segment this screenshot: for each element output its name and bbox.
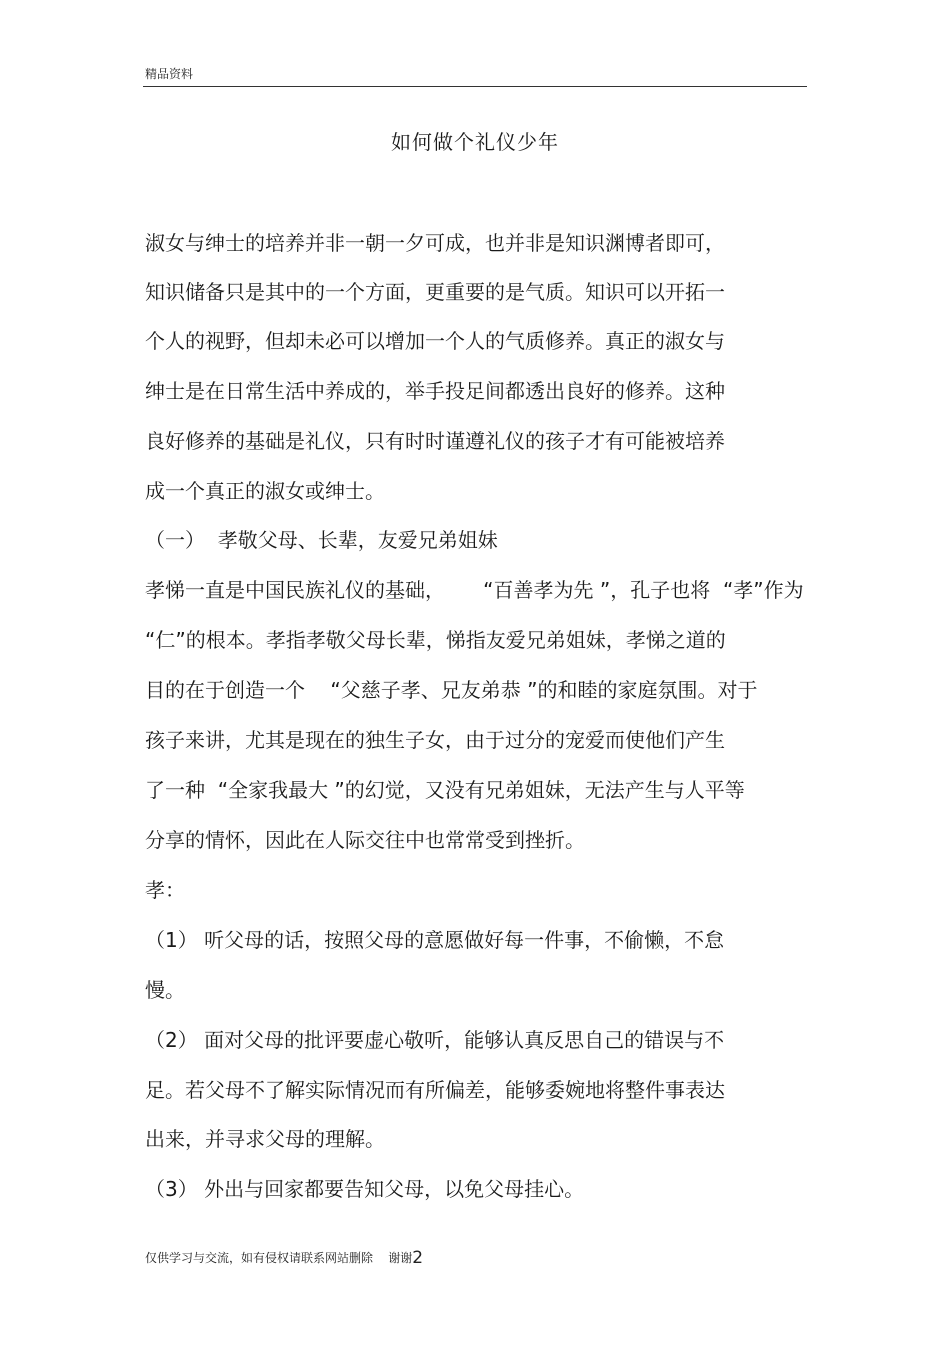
body-line: 绅士是在日常生活中养成的，举手投足间都透出良好的修养。这种 xyxy=(145,379,725,403)
body-line: 良好修养的基础是礼仪，只有时时谨遵礼仪的孩子才有可能被培养 xyxy=(145,429,725,453)
footer-text: 仅供学习与交流，如有侵权请联系网站删除 谢谢 xyxy=(145,1251,413,1265)
document-title: 如何做个礼仪少年 xyxy=(391,130,559,154)
subsection-label: 孝： xyxy=(145,878,185,902)
page-header-label: 精品资料 xyxy=(145,67,194,81)
body-line: 淑女与绅士的培养并非一朝一夕可成，也并非是知识渊博者即可， xyxy=(145,231,725,255)
body-line: 足。若父母不了解实际情况而有所偏差，能够委婉地将整件事表达 xyxy=(145,1078,725,1102)
list-item: （2） 面对父母的批评要虚心敬听，能够认真反思自己的错误与不 xyxy=(145,1028,725,1052)
body-line: 了一种 “全家我最大 ”的幻觉，又没有兄弟姐妹，无法产生与人平等 xyxy=(145,778,745,802)
section-heading: （一） 孝敬父母、长辈，友爱兄弟姐妹 xyxy=(145,528,498,552)
header-rule xyxy=(143,86,807,87)
body-line: 孝悌一直是中国民族礼仪的基础， “百善孝为先 ”，孔子也将 “孝”作为 xyxy=(145,578,804,602)
body-line: “仁”的根本。孝指孝敬父母长辈，悌指友爱兄弟姐妹，孝悌之道的 xyxy=(145,628,726,652)
body-line: 知识储备只是其中的一个方面，更重要的是气质。知识可以开拓一 xyxy=(145,280,725,304)
body-line: 慢。 xyxy=(145,978,185,1002)
page-footer xyxy=(145,1249,423,1267)
body-line: 孩子来讲，尤其是现在的独生子女，由于过分的宠爱而使他们产生 xyxy=(145,728,725,752)
list-item: （3） 外出与回家都要告知父母，以免父母挂心。 xyxy=(145,1177,585,1201)
body-line: 个人的视野，但却未必可以增加一个人的气质修养。真正的淑女与 xyxy=(145,329,725,353)
page-number: 2 xyxy=(412,1248,424,1268)
body-line: 出来，并寻求父母的理解。 xyxy=(145,1127,385,1151)
list-item: （1） 听父母的话，按照父母的意愿做好每一件事，不偷懒，不怠 xyxy=(145,928,725,952)
body-line: 分享的情怀，因此在人际交往中也常常受到挫折。 xyxy=(145,828,585,852)
body-line: 目的在于创造一个 “父慈子孝、兄友弟恭 ”的和睦的家庭氛围。对于 xyxy=(145,678,758,702)
body-line: 成一个真正的淑女或绅士。 xyxy=(145,479,385,503)
